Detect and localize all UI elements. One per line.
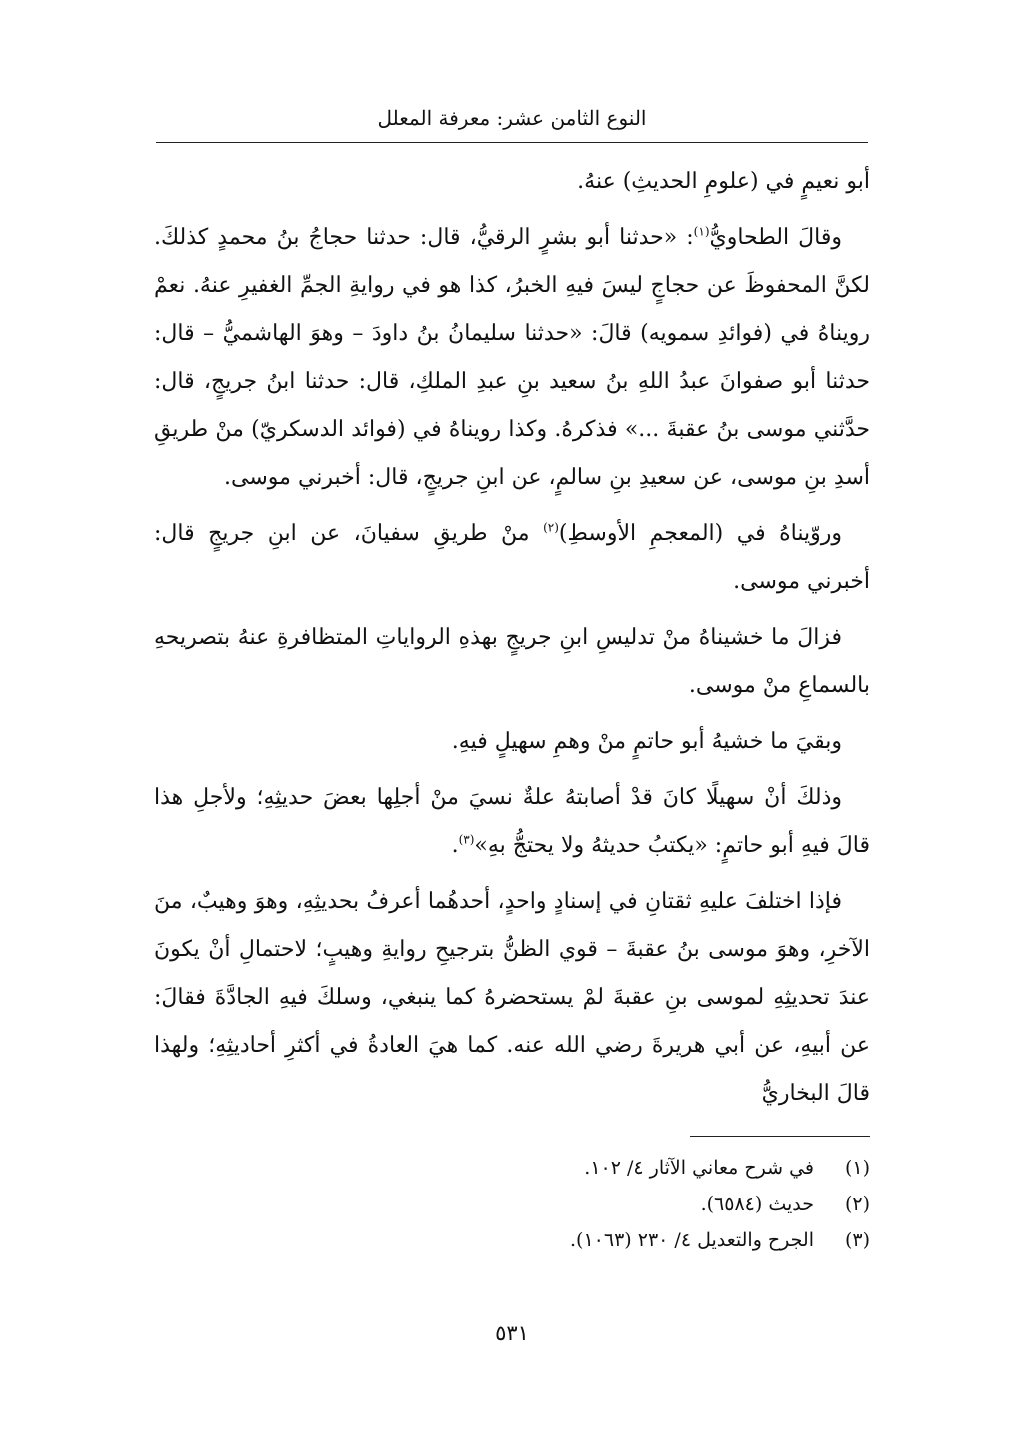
footnote-1 bbox=[154, 1150, 870, 1186]
footnote-text: الجرح والتعديل ٤/ ٢٣٠ (١٠٦٣). bbox=[570, 1229, 814, 1251]
page-number: ٥٣١ bbox=[495, 1321, 529, 1345]
paragraph-4: فزالَ ما خشيناهُ منْ تدليسِ ابنِ جريجٍ بهذهِ الرواياتِ المتظافرةِ عنهُ بتصريحهِ بالسماعِ منْ موسى. bbox=[154, 625, 870, 698]
footnotes bbox=[154, 1150, 870, 1258]
paragraph-6-text-before: وذلكَ أنْ سهيلًا كانَ قدْ أصابتهُ علةٌ نسيَ منْ أجلِها بعضَ حديثِهِ؛ ولأجلِ هذا قالَ فيهِ أبو حاتمٍ: «يكتبُ حديثهُ ولا يحتجُّ بهِ» bbox=[154, 785, 870, 858]
paragraph-3-text-before: وروّيناهُ في (المعجمِ الأوسطِ) bbox=[558, 521, 842, 546]
paragraph-7: فإذا اختلفَ عليهِ ثقتانِ في إسنادٍ واحدٍ، أحدهُما أعرفُ بحديثِهِ، وهوَ وهيبٌ، منَ الآخرِ، وهوَ موسى بنُ عقبةَ – قوي الظنُّ بترجيحِ روايةِ وهيبٍ؛ لاحتمالِ أنْ يكونَ عندَ تحديثِهِ لموسى بنِ عقبةَ لمْ يستحضرهُ كما ينبغي، وسلكَ فيهِ الجادَّةَ فقالَ: عن أبيهِ، عن أبي هريرةَ رضي الله عنه. كما هيَ العادةُ في أكثرِ أحاديثِهِ؛ ولهذا قالَ البخاريُّ bbox=[154, 889, 870, 1106]
running-title: النوع الثامن عشر: معرفة المعلل bbox=[377, 106, 647, 130]
main-text bbox=[154, 158, 870, 1118]
footnote-ref-3[interactable]: (٣) bbox=[458, 832, 475, 847]
footnote-2 bbox=[154, 1186, 870, 1222]
footnote-text: حديث (٦٥٨٤). bbox=[700, 1193, 814, 1215]
footnote-divider bbox=[690, 1136, 870, 1137]
footnote-ref-1[interactable]: (١) bbox=[693, 224, 710, 239]
footnote-number: (١) bbox=[844, 1157, 870, 1179]
footnote-3 bbox=[154, 1222, 870, 1258]
paragraph-2-text-after: : «حدثنا أبو بشرٍ الرقيُّ، قال: حدثنا حجاجُ بنُ محمدٍ كذلكَ. لكنَّ المحفوظَ عن حجاجٍ ليسَ فيهِ الخبرُ، كذا هو في روايةِ الجمِّ الغفيرِ عنهُ. نعمْ رويناهُ في (فوائدِ سمويه) قالَ: «حدثنا سليمانُ بنُ داودَ – وهوَ الهاشميُّ – قال: حدثنا أبو صفوانَ عبدُ اللهِ بنُ سعيد بنِ عبدِ الملكِ، قال: حدثنا ابنُ جريجٍ، قال: حدَّثني موسى بنُ عقبةَ ...» فذكرهُ. وكذا رويناهُ في (فوائد الدسكريّ) منْ طريقِ أسدِ بنِ موسى، عن سعيدِ بنِ سالمٍ، عن ابنِ جريجٍ، قال: أخبرني موسى. bbox=[154, 225, 870, 490]
paragraph-3-text-after: منْ طريقِ سفيانَ، عن ابنِ جريجٍ قال: أخبرني موسى. bbox=[154, 521, 870, 594]
footnote-number: (٢) bbox=[844, 1193, 870, 1215]
paragraph-3 bbox=[154, 510, 870, 606]
footnote-ref-2[interactable]: (٢) bbox=[543, 520, 559, 535]
header-divider bbox=[156, 142, 868, 143]
paragraph-6-text-after: . bbox=[451, 833, 459, 858]
paragraph-6 bbox=[154, 774, 870, 870]
paragraph-2 bbox=[154, 214, 870, 502]
footnote-text: في شرح معاني الآثار ٤/ ١٠٢. bbox=[584, 1157, 814, 1179]
paragraph-1: أبو نعيمٍ في (علومِ الحديثِ) عنهُ. bbox=[577, 169, 870, 194]
paragraph-5: وبقيَ ما خشيهُ أبو حاتمٍ منْ وهمِ سهيلٍ فيهِ. bbox=[451, 729, 842, 754]
paragraph-2-text-before: وقالَ الطحاويُّ bbox=[709, 225, 842, 250]
footnote-number: (٣) bbox=[844, 1229, 870, 1251]
